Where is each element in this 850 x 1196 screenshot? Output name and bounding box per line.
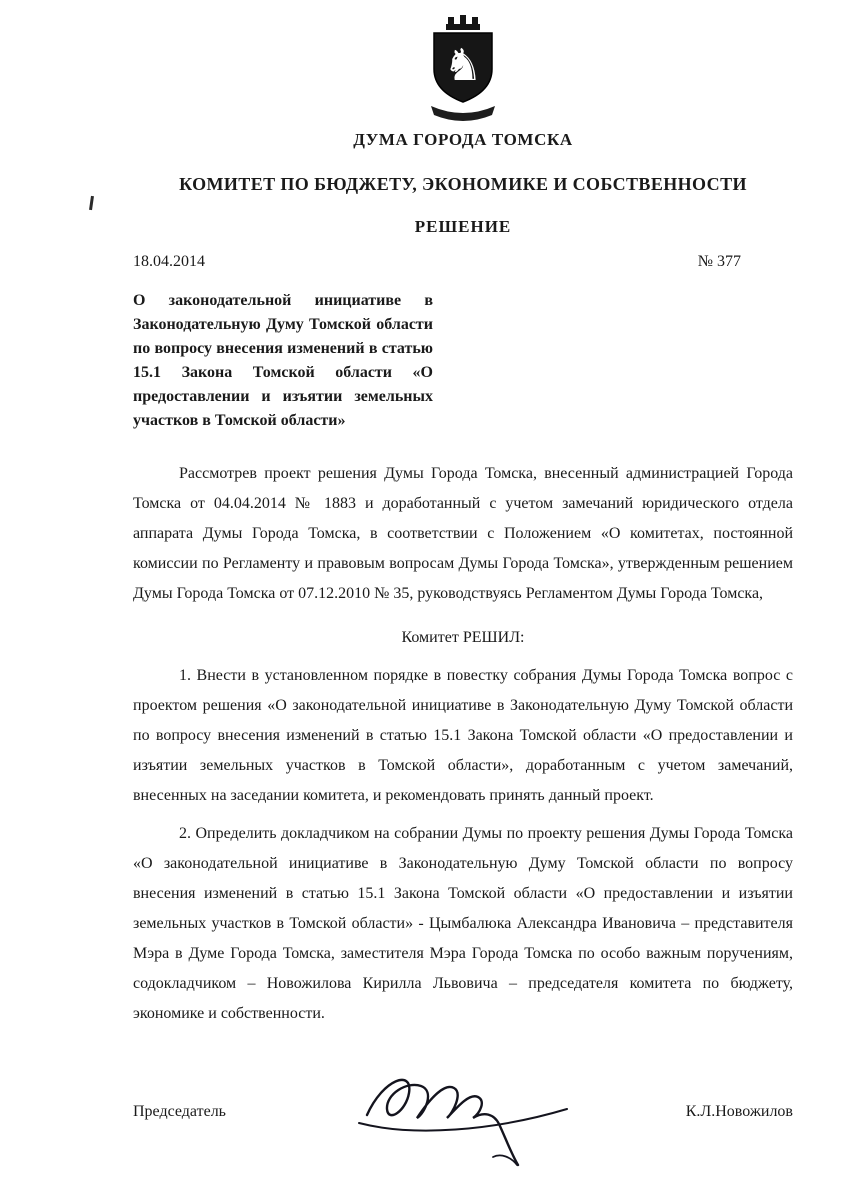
svg-text:♞: ♞	[443, 40, 483, 91]
signatory-name: К.Л.Новожилов	[685, 1103, 793, 1120]
preamble-paragraph: Рассмотрев проект решения Думы Города Томска, внесенный администрацией Города Томска от 04.04.2014 № 1883 и доработанный с учетом замечаний юридического отдела аппарата Думы Города Томска, в соответствии с Положением «О комитетах, постоянной комиссии по Регламенту и правовым вопросам Думы Города Томска», утвержденным решением Думы Города Томска от 07.12.2010 № 35, руководствуясь Регламентом Думы Города Томска,	[133, 465, 793, 602]
committee-title: КОМИТЕТ ПО БЮДЖЕТУ, ЭКОНОМИКЕ И СОБСТВЕННОСТИ	[179, 174, 747, 194]
document-type-heading: РЕШЕНИЕ	[414, 217, 512, 236]
signatory-position-label: Председатель	[133, 1103, 226, 1120]
resolution-item-2: 2. Определить докладчиком на собрании Думы по проекту решения Думы Города Томска «О законодательной инициативе в Законодательную Думу Томской области по вопросу внесения изменений в статью 15.1 Закона Томской области «О предоставлении и изъятии земельных участков в Томской области» - Цымбалюка Александра Ивановича – представителя Мэра в Думе Города Томска, заместителя Мэра Города Томска по особо важным поручениям, содокладчиком – Новожилова Кирилла Львовича – председателя комитета по бюджету, экономике и собственности.	[133, 825, 793, 1022]
meta-row	[133, 253, 793, 271]
resolution-item-1: 1. Внести в установленном порядке в повестку собрания Думы Города Томска вопрос с проектом решения «О законодательной инициативе в Законодательную Думу Томской области по вопросу внесения изменений в статью 15.1 Закона Томской области «О предоставлении и изъятии земельных участков в Томской области», доработанным с учетом замечаний, внесенных на заседании комитета, и рекомендовать принять данный проект.	[133, 667, 793, 804]
handwritten-signature-icon	[351, 1061, 591, 1178]
document-date: 18.04.2014	[133, 253, 205, 270]
document-subject: О законодательной инициативе в Законодательную Думу Томской области по вопросу внесения изменений в статью 15.1 Закона Томской области «О предоставлении и изъятии земельных участков в Томской области»	[133, 292, 433, 429]
emblem-container	[133, 12, 793, 124]
tomsk-coat-of-arms-icon	[424, 40, 502, 126]
resolution-heading: Комитет РЕШИЛ:	[401, 629, 525, 646]
organization-title: ДУМА ГОРОДА ТОМСКА	[353, 130, 573, 149]
signature-block	[133, 1075, 793, 1178]
document-number: № 377	[697, 253, 741, 270]
